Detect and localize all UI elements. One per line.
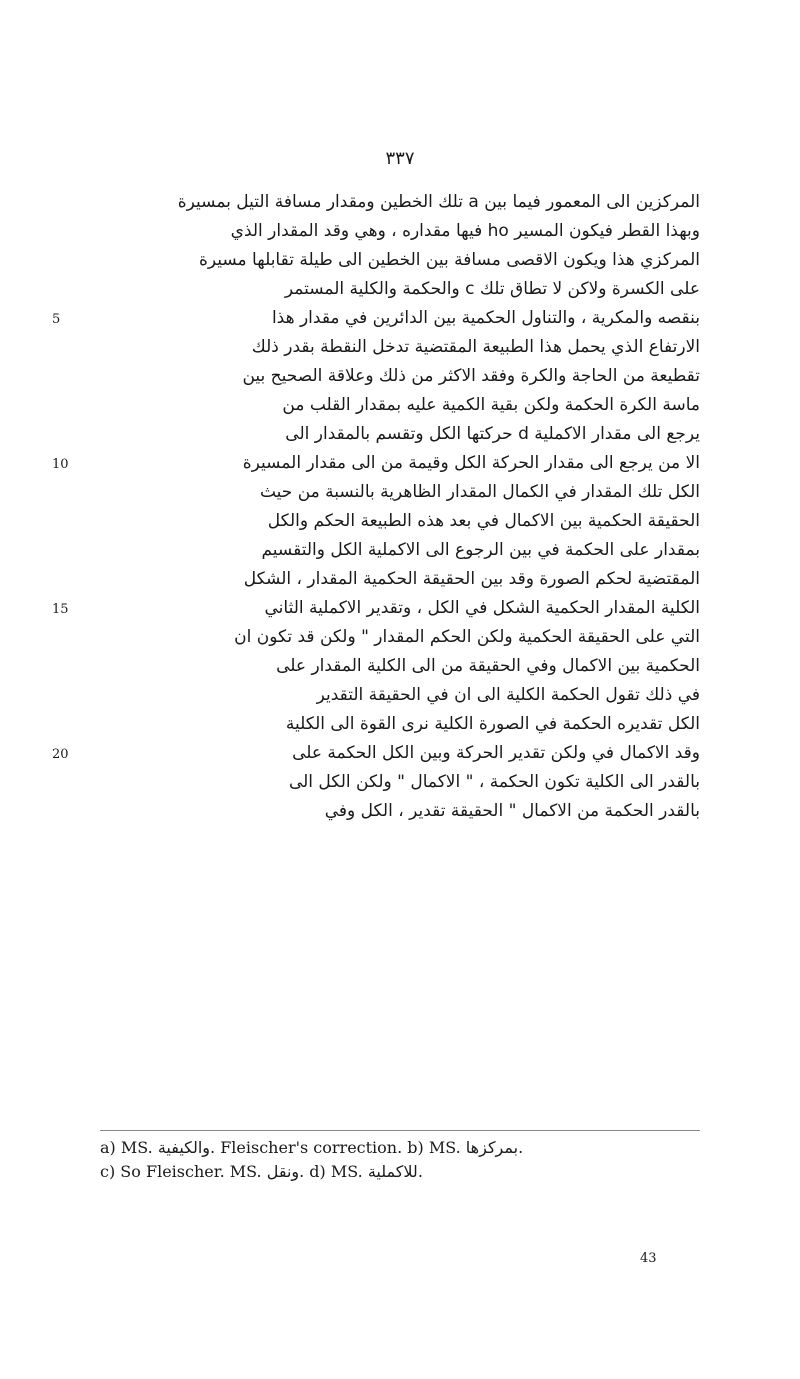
line-number: 20 (52, 747, 69, 762)
text-line: وقد الاكمال في ولكن تقدير الحركة وبين الكل الحكمة على (292, 743, 700, 763)
text-line: تقطيعة من الحاجة والكرة وفقد الاكثر من ذلك وعلاقة الصحيح بين (242, 366, 700, 386)
arabic-text-body (100, 188, 700, 826)
footnote-text: a) MS. (100, 1138, 158, 1157)
footnote-divider (100, 1130, 700, 1131)
text-line: الا من يرجع الى مقدار الحركة الكل وقيمة من الى مقدار المسيرة (242, 453, 700, 473)
text-line: وبهذا القطر فيكون المسير ho فيها مقداره ، وهي وقد المقدار الذي (230, 221, 700, 241)
text-line: بمقدار على الحكمة في بين الرجوع الى الاكملية الكل والتقسيم (261, 540, 700, 560)
text-line: بنقصه والمكرية ، والتناول الحكمية بين الدائرين في مقدار هذا (271, 308, 700, 328)
footnote-arabic-word: للاكملية (367, 1162, 418, 1181)
footnote (100, 1160, 700, 1184)
text-line: الحكمية بين الاكمال وفي الحقيقة من الى الكلية المقدار على (276, 656, 700, 676)
text-line: الكل تقديره الحكمة في الصورة الكلية نرى القوة الى الكلية (285, 714, 700, 734)
text-line: يرجع الى مقدار الاكملية d حركتها الكل وتقسم بالمقدار الى (285, 424, 700, 444)
footnotes (100, 1136, 700, 1184)
line-number: 10 (52, 457, 69, 472)
text-line: التي على الحقيقة الحكمية ولكن الحكم المقدار " ولكن قد تكون ان (234, 627, 700, 647)
footnote (100, 1136, 700, 1160)
footnote-text: . d) MS. (299, 1162, 368, 1181)
text-line: في ذلك تقول الحكمة الكلية الى ان في الحقيقة التقدير (316, 685, 700, 705)
text-line: الحقيقة الحكمية بين الاكمال في بعد هذه الطبيعة الحكم والكل (267, 511, 700, 531)
footnote-arabic-word: ونقل (266, 1162, 300, 1181)
footnote-text: . Fleischer's correction. b) MS. (210, 1138, 466, 1157)
line-number: 5 (52, 312, 61, 327)
footnote-text: . (518, 1138, 524, 1157)
page-number: ۳۳۷ (385, 148, 415, 169)
text-line: الارتفاع الذي يحمل هذا الطبيعة المقتضية تدخل النقطة بقدر ذلك (251, 337, 700, 357)
footnote-text: c) So Fleischer. MS. (100, 1162, 267, 1181)
footnote-arabic-word: والكيفية (157, 1138, 211, 1157)
signature-number: 43 (640, 1251, 657, 1266)
footnote-arabic-word: بمركزها (465, 1138, 519, 1157)
text-line: الكلية المقدار الحكمية الشكل في الكل ، وتقدير الاكملية الثاني (264, 598, 700, 618)
text-line: على الكسرة ولاكن لا تطاق تلك c والحكمة والكلية المستمر (284, 279, 700, 299)
text-line: الكل تلك المقدار في الكمال المقدار الظاهرية بالنسبة من حيث (259, 482, 700, 502)
text-line: بالقدر الى الكلية تكون الحكمة ، " الاكمال " ولكن الكل الى (288, 772, 700, 792)
footnote-text: . (417, 1162, 423, 1181)
text-line: المركزي هذا ويكون الاقصى مسافة بين الخطين الى طيلة تقابلها مسيرة (198, 250, 700, 270)
line-number: 15 (52, 602, 69, 617)
text-line: بالقدر الحكمة من الاكمال " الحقيقة تقدير ، الكل وفي (324, 801, 700, 821)
text-line: المقتضية لحكم الصورة وقد بين الحقيقة الحكمية المقدار ، الشكل (243, 569, 700, 589)
text-line: ماسة الكرة الحكمة ولكن بقية الكمية عليه بمقدار القلب من (282, 395, 700, 415)
text-line: المركزين الى المعمور فيما بين a تلك الخطين ومقدار مسافة التيل بمسيرة (177, 192, 700, 212)
